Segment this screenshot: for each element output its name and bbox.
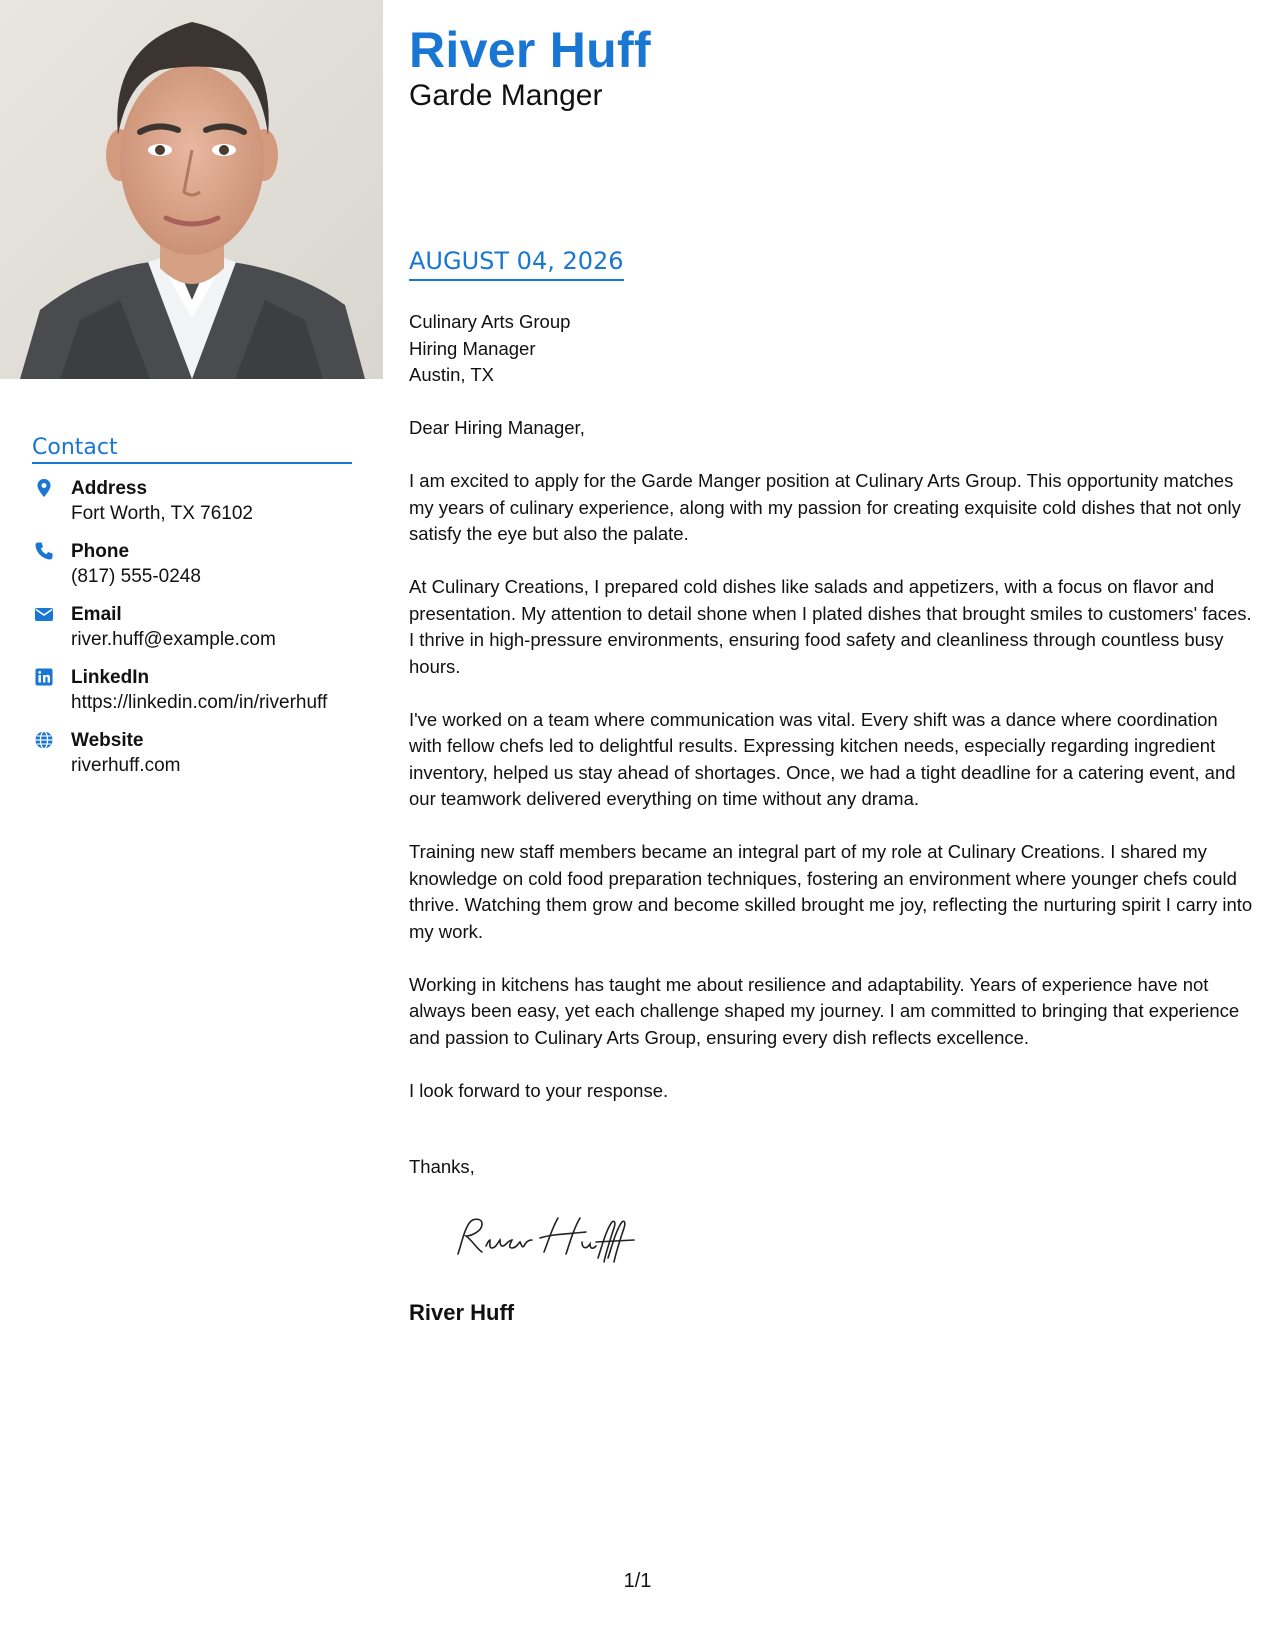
recipient-company: Culinary Arts Group: [409, 311, 571, 332]
contact-label: LinkedIn: [71, 667, 150, 688]
globe-icon: [34, 730, 54, 750]
contact-value: (817) 555-0248: [71, 566, 201, 587]
letter-paragraph: I look forward to your response.: [409, 1079, 669, 1101]
contact-item-address: [32, 476, 352, 528]
closing: Thanks,: [409, 1156, 475, 1177]
contact-value[interactable]: river.huff@example.com: [71, 629, 276, 650]
contact-label: Address: [71, 478, 148, 499]
page-number: 1/1: [623, 1570, 652, 1592]
linkedin-icon: [34, 667, 54, 687]
contact-item-phone: [32, 539, 352, 591]
contact-item-email: [32, 602, 352, 654]
header: [409, 22, 1254, 114]
applicant-role: Garde Manger: [409, 79, 603, 112]
letter-paragraph: Working in kitchens has taught me about resilience and adaptability. Years of experience have not always been easy, yet each challenge shaped my journey. I am committed to bringing that experience and passion to Culinary Arts Group, ensuring every dish reflects excellence.: [409, 973, 1240, 1048]
contact-value[interactable]: riverhuff.com: [71, 755, 181, 776]
signer-name: River Huff: [409, 1300, 515, 1325]
contact-label: Email: [71, 604, 122, 625]
salutation: Dear Hiring Manager,: [409, 417, 585, 438]
signature-image: [448, 1206, 648, 1266]
letter-paragraph: At Culinary Creations, I prepared cold dishes like salads and appetizers, with a focus on flavor and presentation. My attention to detail shone when I plated dishes that brought smiles to customers' faces. I thrive in high-pressure environments, ensuring food safety and cleanliness through countless busy hours.: [409, 576, 1252, 677]
contact-item-linkedin: [32, 665, 352, 717]
phone-icon: [34, 541, 54, 561]
contact-item-website: [32, 728, 352, 780]
letter-paragraph: Training new staff members became an integral part of my role at Culinary Creations. I shared my knowledge on cold food preparation techniques, fostering an environment where younger chefs could thrive. Watching them grow and become skilled brought me joy, reflecting the nurturing spirit I carry into my work.: [409, 841, 1253, 942]
letter-paragraph: I am excited to apply for the Garde Manger position at Culinary Arts Group. This opportunity matches my years of culinary experience, along with my passion for creating exquisite cold dishes that not only satisfy the eye but also the palate.: [409, 470, 1241, 544]
map-pin-icon: [34, 478, 54, 498]
recipient-title: Hiring Manager: [409, 337, 536, 359]
contact-label: Website: [71, 730, 144, 751]
envelope-icon: [34, 604, 54, 624]
contact-title: Contact: [32, 435, 352, 464]
contact-value[interactable]: https://linkedin.com/in/riverhuff: [71, 692, 328, 713]
letter-paragraph: I've worked on a team where communication was vital. Every shift was a dance where coordination with fellow chefs led to delightful results. Expressing kitchen needs, especially regarding ingredient inventory, helped us stay ahead of shortages. Once, we had a tight deadline for a catering event, and our teamwork delivered everything on time without any drama.: [409, 708, 1236, 809]
recipient-block: [409, 309, 1254, 389]
contact-value: Fort Worth, TX 76102: [71, 503, 253, 524]
recipient-location: Austin, TX: [409, 364, 495, 385]
letter-date: AUGUST 04, 2026: [409, 247, 624, 281]
contact-label: Phone: [71, 541, 130, 562]
profile-photo: [0, 0, 383, 379]
contact-section: [32, 435, 352, 791]
letter-body: [409, 309, 1254, 1104]
applicant-name: River Huff: [409, 22, 651, 78]
